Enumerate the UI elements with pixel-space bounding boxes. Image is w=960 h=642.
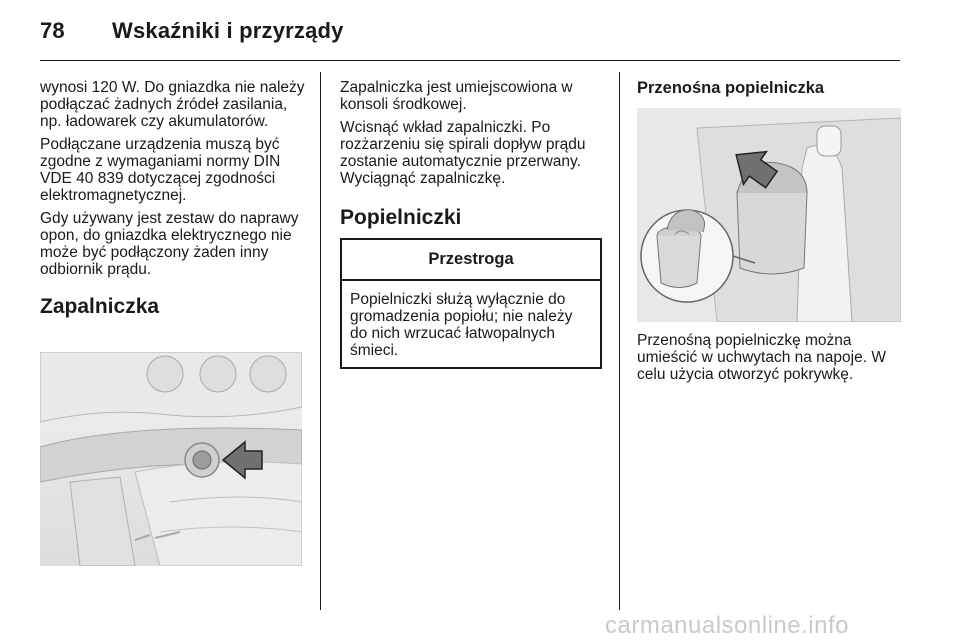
warning-box	[340, 238, 602, 369]
warning-title: Przestroga	[342, 240, 600, 281]
page-header	[40, 18, 344, 44]
cigarette-lighter-illustration	[40, 352, 302, 566]
page-title: Wskaźniki i przyrządy	[112, 18, 344, 43]
paragraph-lighter-location: Zapalniczka jest umiejscowiona w konsoli środkowej.	[340, 79, 573, 113]
heading-portable-ashtray: Przenośna popielniczka	[637, 79, 825, 97]
portable-ashtray-illustration	[637, 108, 901, 322]
column-2	[340, 79, 605, 369]
column-3	[637, 80, 902, 97]
paragraph-lighter-usage: Wcisnąć wkład zapalniczki. Po rozżarzeniu się spirali dopływ prądu zostanie automatycznie przerwany. Wyciągnąć zapalniczkę.	[340, 119, 586, 187]
paragraph-power-limit: wynosi 120 W. Do gniazdka nie należy podłączać żadnych źródeł zasilania, np. ładowarek czy akumulatorów.	[40, 79, 305, 130]
column-divider-left	[320, 72, 321, 610]
column-3-body	[637, 332, 902, 389]
column-1	[40, 79, 310, 318]
warning-text: Popielniczki służą wyłącznie do gromadzenia popiołu; nie należy do nich wrzucać łatwopalnych śmieci.	[350, 291, 573, 359]
paragraph-norm: Podłączane urządzenia muszą być zgodne z wymaganiami normy DIN VDE 40 839 dotyczącej zgodności elektromagnetycznej.	[40, 136, 281, 204]
column-divider-right	[619, 72, 620, 610]
heading-zapalniczka: Zapalniczka	[40, 295, 160, 318]
heading-popielniczki: Popielniczki	[340, 206, 462, 229]
header-rule	[40, 60, 900, 61]
paragraph-tyre-kit: Gdy używany jest zestaw do naprawy opon, do gniazdka elektrycznego nie może być podłączony żaden inny odbiornik prądu.	[40, 210, 299, 278]
page-number: 78	[40, 18, 65, 43]
paragraph-portable-ashtray: Przenośną popielniczkę można umieścić w uchwytach na napoje. W celu użycia otworzyć pokrywkę.	[637, 332, 886, 383]
watermark: carmanualsonline.info	[605, 612, 849, 639]
